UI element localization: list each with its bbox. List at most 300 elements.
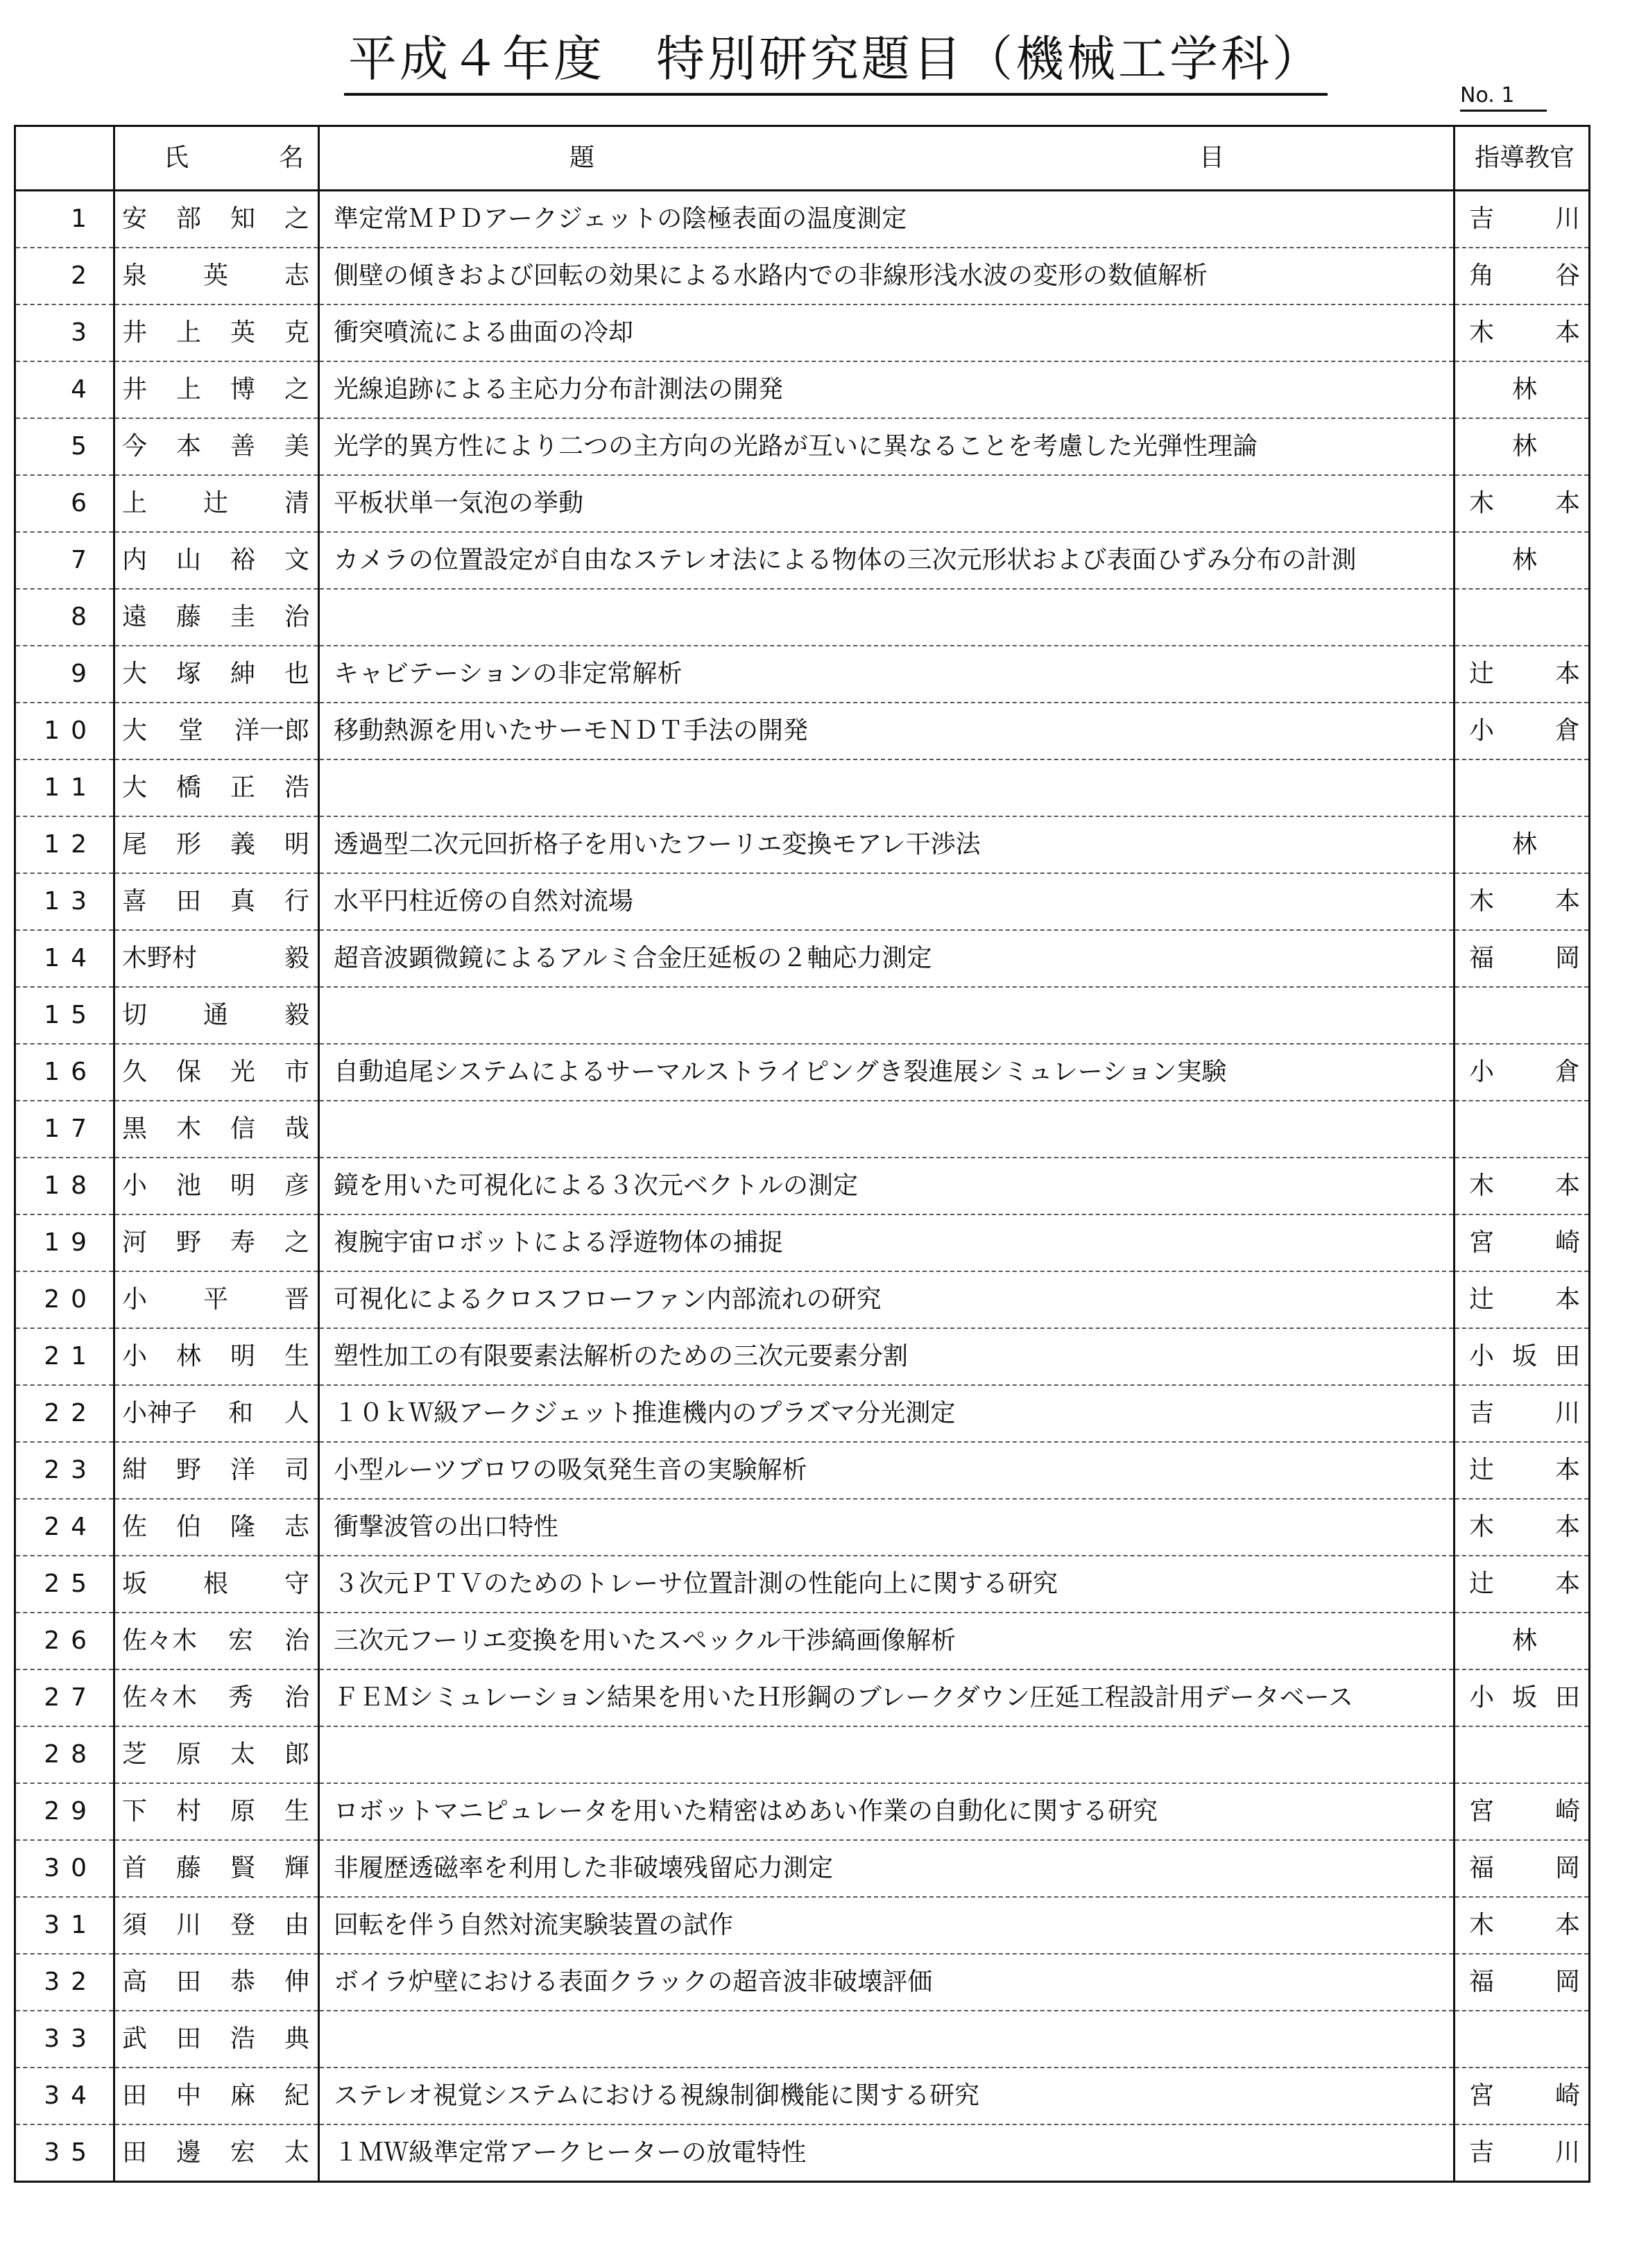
student-name-part: 英 xyxy=(203,261,228,290)
table-row xyxy=(15,1613,1590,1669)
table-row xyxy=(15,248,1590,304)
table-row xyxy=(15,646,1590,703)
student-name-part: 通 xyxy=(203,1001,228,1029)
advisor-name-part: 川 xyxy=(1554,2138,1580,2167)
student-name-part: 行 xyxy=(284,887,309,916)
student-name-part: 正 xyxy=(230,773,255,802)
student-name xyxy=(114,1044,319,1101)
student-name xyxy=(114,1613,319,1669)
table-row xyxy=(15,191,1590,248)
student-name-part: 輝 xyxy=(284,1854,309,1882)
student-name xyxy=(114,1158,319,1214)
row-number: 27 xyxy=(15,1669,114,1726)
student-name-part: 裕 xyxy=(230,546,255,574)
row-number: 31 xyxy=(15,1897,114,1954)
table-body xyxy=(15,191,1590,2182)
table-row xyxy=(15,1783,1590,1840)
student-name-part: 佐々木 xyxy=(122,1626,198,1655)
advisor-name xyxy=(1455,1954,1590,2011)
student-name xyxy=(114,1897,319,1954)
row-number: 20 xyxy=(15,1271,114,1328)
student-name-part: 武 xyxy=(122,2025,148,2053)
research-title xyxy=(319,759,1455,816)
student-name-part: 秀 xyxy=(228,1683,253,1712)
student-name-part: 平 xyxy=(203,1285,228,1314)
student-name xyxy=(114,589,319,646)
research-title: 可視化によるクロスフローファン内部流れの研究 xyxy=(319,1271,1455,1328)
advisor-name-part: 木 xyxy=(1469,1513,1495,1541)
student-name-part: 田 xyxy=(122,2081,148,2110)
student-name-part: 上 xyxy=(122,489,148,517)
advisor-name-part: 辻 xyxy=(1469,1285,1495,1314)
student-name-part: 首 xyxy=(122,1854,148,1882)
student-name xyxy=(114,1442,319,1499)
student-name-part: 紳 xyxy=(230,660,255,688)
student-name-part: 野 xyxy=(175,1456,201,1484)
advisor-name-part: 辻 xyxy=(1469,1570,1495,1598)
table-row xyxy=(15,1271,1590,1328)
advisor-name-part: 小 xyxy=(1469,716,1495,745)
header-advisor: 指導教官 xyxy=(1455,126,1590,191)
student-name-part: 佐 xyxy=(122,1513,148,1541)
table-row xyxy=(15,2068,1590,2124)
student-name-part: 下 xyxy=(122,1797,148,1825)
research-title: 鏡を用いた可視化による３次元ベクトルの測定 xyxy=(319,1158,1455,1214)
advisor-name-part: 倉 xyxy=(1554,716,1580,745)
research-title: 光線追跡による主応力分布計測法の開発 xyxy=(319,361,1455,418)
student-name-part: 賢 xyxy=(230,1854,255,1882)
student-name-part: 橋 xyxy=(175,773,201,802)
advisor-name-part: 福 xyxy=(1469,944,1495,972)
student-name xyxy=(114,1954,319,2011)
student-name-part: 堂 xyxy=(178,716,203,745)
research-title: カメラの位置設定が自由なステレオ法による物体の三次元形状および表面ひずみ分布の計測 xyxy=(319,532,1455,589)
research-title: ロボットマニピュレータを用いた精密はめあい作業の自動化に関する研究 xyxy=(319,1783,1455,1840)
advisor-name-part: 吉 xyxy=(1469,205,1495,233)
row-number: 13 xyxy=(15,873,114,930)
student-name-part: 久 xyxy=(122,1058,148,1086)
advisor-name-part: 本 xyxy=(1554,1456,1580,1484)
research-title xyxy=(319,1726,1455,1783)
table-row xyxy=(15,1669,1590,1726)
advisor-name-part: 木 xyxy=(1469,1911,1495,1939)
table-row xyxy=(15,2124,1590,2182)
research-title: 衝突噴流による曲面の冷却 xyxy=(319,304,1455,361)
student-name-part: 郎 xyxy=(284,1740,309,1769)
student-name-part: 知 xyxy=(230,205,255,233)
advisor-name-part: 吉 xyxy=(1469,2138,1495,2167)
student-name-part: 伸 xyxy=(284,1968,309,1996)
table-row xyxy=(15,1897,1590,1954)
advisor-name xyxy=(1455,873,1590,930)
advisor-name xyxy=(1455,1840,1590,1897)
student-name-part: 内 xyxy=(122,546,148,574)
advisor-name xyxy=(1455,589,1590,646)
advisor-name xyxy=(1455,418,1590,475)
student-name-part: 部 xyxy=(175,205,201,233)
research-title: 水平円柱近傍の自然対流場 xyxy=(319,873,1455,930)
student-name-part: 浩 xyxy=(230,2025,255,2053)
research-title xyxy=(319,1101,1455,1158)
advisor-name xyxy=(1455,2068,1590,2124)
student-name-part: 光 xyxy=(230,1058,255,1086)
table-row xyxy=(15,1158,1590,1214)
student-name-part: 上 xyxy=(175,318,201,347)
student-name-part: 浩 xyxy=(284,773,309,802)
advisor-name-part: 木 xyxy=(1469,887,1495,916)
student-name xyxy=(114,2068,319,2124)
advisor-name-part: 辻 xyxy=(1469,660,1495,688)
student-name-part: 野 xyxy=(175,1228,201,1257)
student-name-part: 泉 xyxy=(122,261,148,290)
advisor-name xyxy=(1455,248,1590,304)
table-row xyxy=(15,1328,1590,1385)
table-row xyxy=(15,1385,1590,1442)
student-name-part: 切 xyxy=(122,1001,148,1029)
student-name-part: 田 xyxy=(175,1968,201,1996)
student-name-part: 田 xyxy=(122,2138,148,2167)
student-name-part: 小神子 xyxy=(122,1399,198,1427)
student-name-part: 恭 xyxy=(230,1968,255,1996)
research-title: 回転を伴う自然対流実験装置の試作 xyxy=(319,1897,1455,1954)
table-row xyxy=(15,873,1590,930)
advisor-name-part: 吉 xyxy=(1469,1399,1495,1427)
student-name-part: 根 xyxy=(203,1570,228,1598)
row-number: 2 xyxy=(15,248,114,304)
advisor-name xyxy=(1455,1499,1590,1556)
advisor-name xyxy=(1455,987,1590,1044)
research-title: 平板状単一気泡の挙動 xyxy=(319,475,1455,532)
header-title-char: 目 xyxy=(1199,144,1224,172)
student-name-part: 上 xyxy=(175,375,201,404)
row-number: 34 xyxy=(15,2068,114,2124)
student-name-part: 寿 xyxy=(230,1228,255,1257)
table-row xyxy=(15,2011,1590,2068)
student-name xyxy=(114,1214,319,1271)
advisor-name-part: 本 xyxy=(1554,660,1580,688)
student-name-part: 中 xyxy=(175,2081,201,2110)
advisor-name-part: 角 xyxy=(1469,261,1495,290)
table-row xyxy=(15,1840,1590,1897)
advisor-name-part: 田 xyxy=(1554,1683,1580,1712)
student-name-part: 佐々木 xyxy=(122,1683,198,1712)
student-name-part: 哉 xyxy=(284,1115,309,1143)
student-name-part: 大 xyxy=(122,660,148,688)
row-number: 32 xyxy=(15,1954,114,2011)
student-name-part: 遠 xyxy=(122,603,148,631)
student-name-part: 芝 xyxy=(122,1740,148,1769)
table-row xyxy=(15,1499,1590,1556)
student-name-part: 文 xyxy=(284,546,309,574)
table-row xyxy=(15,418,1590,475)
student-name xyxy=(114,1101,319,1158)
student-name-part: 林 xyxy=(175,1342,201,1371)
student-name-part: 由 xyxy=(284,1911,309,1939)
advisor-name xyxy=(1455,2011,1590,2068)
advisor-name xyxy=(1455,361,1590,418)
student-name-part: 生 xyxy=(284,1797,309,1825)
table-row xyxy=(15,987,1590,1044)
advisor-name-part: 本 xyxy=(1554,318,1580,347)
student-name-part: 之 xyxy=(284,205,309,233)
advisor-name-part: 林 xyxy=(1511,830,1537,859)
student-name xyxy=(114,873,319,930)
student-name-part: 井 xyxy=(122,375,148,404)
student-name xyxy=(114,361,319,418)
research-title: 非履歴透磁率を利用した非破壊残留応力測定 xyxy=(319,1840,1455,1897)
table-row xyxy=(15,589,1590,646)
table-row xyxy=(15,816,1590,873)
student-name-part: 保 xyxy=(175,1058,201,1086)
row-number: 25 xyxy=(15,1556,114,1613)
student-name-part: 宏 xyxy=(228,1626,253,1655)
student-name xyxy=(114,703,319,759)
advisor-name-part: 倉 xyxy=(1554,1058,1580,1086)
advisor-name-part: 崎 xyxy=(1554,2081,1580,2110)
student-name-part: 毅 xyxy=(284,1001,309,1029)
table-row xyxy=(15,703,1590,759)
research-title xyxy=(319,987,1455,1044)
advisor-name-part: 本 xyxy=(1554,887,1580,916)
advisor-name xyxy=(1455,1613,1590,1669)
student-name-part: 木野村 xyxy=(122,944,198,972)
header-name-char: 氏 xyxy=(164,144,189,172)
advisor-name-part: 小 xyxy=(1469,1058,1495,1086)
research-title: 光学的異方性により二つの主方向の光路が互いに異なることを考慮した光弾性理論 xyxy=(319,418,1455,475)
student-name xyxy=(114,304,319,361)
advisor-name xyxy=(1455,759,1590,816)
student-name xyxy=(114,646,319,703)
row-number: 15 xyxy=(15,987,114,1044)
student-name-part: 川 xyxy=(175,1911,201,1939)
student-name-part: 真 xyxy=(230,887,255,916)
student-name-part: 辻 xyxy=(203,489,228,517)
advisor-name-part: 崎 xyxy=(1554,1797,1580,1825)
table-row xyxy=(15,1556,1590,1613)
row-number: 5 xyxy=(15,418,114,475)
student-name-part: 太 xyxy=(284,2138,309,2167)
advisor-name-part: 福 xyxy=(1469,1968,1495,1996)
student-name-part: 市 xyxy=(284,1058,309,1086)
student-name-part: 小 xyxy=(122,1285,148,1314)
advisor-name-part: 本 xyxy=(1554,1570,1580,1598)
student-name-part: 池 xyxy=(175,1171,201,1200)
header-name xyxy=(114,126,319,191)
student-name xyxy=(114,1669,319,1726)
research-title xyxy=(319,589,1455,646)
table-row xyxy=(15,759,1590,816)
student-name-part: 晋 xyxy=(284,1285,309,1314)
row-number: 14 xyxy=(15,930,114,987)
student-name-part: 大 xyxy=(122,773,148,802)
research-title: 塑性加工の有限要素法解析のための三次元要素分割 xyxy=(319,1328,1455,1385)
advisor-name-part: 田 xyxy=(1554,1342,1580,1371)
student-name-part: 志 xyxy=(284,1513,309,1541)
student-name-part: 坂 xyxy=(122,1570,148,1598)
advisor-name xyxy=(1455,1101,1590,1158)
student-name-part: 明 xyxy=(230,1342,255,1371)
student-name-part: 原 xyxy=(230,1797,255,1825)
research-title: 複腕宇宙ロボットによる浮遊物体の捕捉 xyxy=(319,1214,1455,1271)
row-number: 16 xyxy=(15,1044,114,1101)
student-name xyxy=(114,1385,319,1442)
research-title: 三次元フーリエ変換を用いたスペックル干渉縞画像解析 xyxy=(319,1613,1455,1669)
advisor-name-part: 林 xyxy=(1511,375,1537,404)
advisor-name-part: 小 xyxy=(1469,1342,1495,1371)
student-name xyxy=(114,1271,319,1328)
advisor-name-part: 岡 xyxy=(1554,944,1580,972)
row-number: 24 xyxy=(15,1499,114,1556)
student-name-part: 清 xyxy=(284,489,309,517)
advisor-name-part: 宮 xyxy=(1469,1228,1495,1257)
student-name xyxy=(114,191,319,248)
row-number: 30 xyxy=(15,1840,114,1897)
table-row xyxy=(15,1214,1590,1271)
row-number: 19 xyxy=(15,1214,114,1271)
research-title: 衝撃波管の出口特性 xyxy=(319,1499,1455,1556)
advisor-name-part: 福 xyxy=(1469,1854,1495,1882)
row-number: 29 xyxy=(15,1783,114,1840)
advisor-name-part: 坂 xyxy=(1511,1683,1537,1712)
table-row xyxy=(15,475,1590,532)
row-number: 11 xyxy=(15,759,114,816)
research-title: 超音波顕微鏡によるアルミ合金圧延板の２軸応力測定 xyxy=(319,930,1455,987)
advisor-name xyxy=(1455,1214,1590,1271)
advisor-name xyxy=(1455,1385,1590,1442)
row-number: 21 xyxy=(15,1328,114,1385)
research-title: ボイラ炉壁における表面クラックの超音波非破壊評価 xyxy=(319,1954,1455,2011)
row-number: 22 xyxy=(15,1385,114,1442)
student-name-part: 之 xyxy=(284,1228,309,1257)
student-name xyxy=(114,2011,319,2068)
row-number: 9 xyxy=(15,646,114,703)
student-name-part: 治 xyxy=(284,603,309,631)
advisor-name xyxy=(1455,532,1590,589)
row-number: 7 xyxy=(15,532,114,589)
student-name-part: 太 xyxy=(230,1740,255,1769)
student-name-part: 信 xyxy=(230,1115,255,1143)
advisor-name xyxy=(1455,1271,1590,1328)
student-name-part: 今 xyxy=(122,432,148,461)
student-name-part: 彦 xyxy=(284,1171,309,1200)
student-name-part: 小 xyxy=(122,1171,148,1200)
student-name xyxy=(114,2124,319,2182)
advisor-name-part: 小 xyxy=(1469,1683,1495,1712)
student-name-part: 守 xyxy=(284,1570,309,1598)
advisor-name-part: 林 xyxy=(1511,432,1537,461)
student-name-part: 邊 xyxy=(175,2138,201,2167)
student-name xyxy=(114,987,319,1044)
research-title: ３次元ＰＴＶのためのトレーサ位置計測の性能向上に関する研究 xyxy=(319,1556,1455,1613)
header-number xyxy=(15,126,114,191)
student-name-part: 義 xyxy=(230,830,255,859)
advisor-name xyxy=(1455,191,1590,248)
student-name-part: 博 xyxy=(230,375,255,404)
table-row xyxy=(15,1442,1590,1499)
student-name-part: 原 xyxy=(175,1740,201,1769)
advisor-name xyxy=(1455,475,1590,532)
student-name-part: 本 xyxy=(175,432,201,461)
student-name-part: 善 xyxy=(230,432,255,461)
research-title: 側壁の傾きおよび回転の効果による水路内での非線形浅水波の変形の数値解析 xyxy=(319,248,1455,304)
student-name-part: 之 xyxy=(284,375,309,404)
advisor-name xyxy=(1455,1158,1590,1214)
student-name-part: 紺 xyxy=(122,1456,148,1484)
student-name xyxy=(114,1726,319,1783)
advisor-name-part: 宮 xyxy=(1469,1797,1495,1825)
page-number: No. 1 xyxy=(1460,82,1547,112)
advisor-name-part: 本 xyxy=(1554,489,1580,517)
table-row xyxy=(15,1726,1590,1783)
student-name-part: 安 xyxy=(122,205,148,233)
advisor-name xyxy=(1455,816,1590,873)
header-title xyxy=(319,126,1455,191)
document-title: 平成４年度 特別研究題目（機械工学科） xyxy=(0,28,1630,96)
advisor-name-part: 本 xyxy=(1554,1513,1580,1541)
table-row xyxy=(15,1044,1590,1101)
advisor-name-part: 木 xyxy=(1469,489,1495,517)
student-name-part: 麻 xyxy=(230,2081,255,2110)
research-title: 小型ルーツブロワの吸気発生音の実験解析 xyxy=(319,1442,1455,1499)
student-name xyxy=(114,1840,319,1897)
research-title: 透過型二次元回折格子を用いたフーリエ変換モアレ干渉法 xyxy=(319,816,1455,873)
advisor-name xyxy=(1455,1556,1590,1613)
advisor-name xyxy=(1455,1669,1590,1726)
research-title: １ＭＷ級準定常アークヒーターの放電特性 xyxy=(319,2124,1455,2182)
advisor-name-part: 崎 xyxy=(1554,1228,1580,1257)
student-name-part: 登 xyxy=(230,1911,255,1939)
student-name-part: 藤 xyxy=(175,603,201,631)
student-name xyxy=(114,1499,319,1556)
advisor-name-part: 本 xyxy=(1554,1171,1580,1200)
research-title: キャビテーションの非定常解析 xyxy=(319,646,1455,703)
row-number: 10 xyxy=(15,703,114,759)
advisor-name xyxy=(1455,1328,1590,1385)
row-number: 12 xyxy=(15,816,114,873)
research-title: 自動追尾システムによるサーマルストライピングき裂進展シミュレーション実験 xyxy=(319,1044,1455,1101)
table-row xyxy=(15,1954,1590,2011)
row-number: 8 xyxy=(15,589,114,646)
student-name-part: 木 xyxy=(175,1115,201,1143)
student-name xyxy=(114,1328,319,1385)
student-name-part: 典 xyxy=(284,2025,309,2053)
student-name-part: 志 xyxy=(284,261,309,290)
research-title: １０ｋＷ級アークジェット推進機内のプラズマ分光測定 xyxy=(319,1385,1455,1442)
student-name-part: 明 xyxy=(284,830,309,859)
student-name xyxy=(114,1783,319,1840)
student-name-part: 村 xyxy=(175,1797,201,1825)
student-name-part: 山 xyxy=(175,546,201,574)
student-name-part: 高 xyxy=(122,1968,148,1996)
advisor-name-part: 宮 xyxy=(1469,2081,1495,2110)
student-name-part: 人 xyxy=(284,1399,309,1427)
advisor-name xyxy=(1455,304,1590,361)
advisor-name-part: 谷 xyxy=(1554,261,1580,290)
advisor-name xyxy=(1455,1726,1590,1783)
student-name-part: 明 xyxy=(230,1171,255,1200)
advisor-name xyxy=(1455,930,1590,987)
student-name xyxy=(114,930,319,987)
student-name-part: 英 xyxy=(230,318,255,347)
student-name xyxy=(114,248,319,304)
student-name-part: 美 xyxy=(284,432,309,461)
row-number: 4 xyxy=(15,361,114,418)
student-name-part: 黒 xyxy=(122,1115,148,1143)
row-number: 18 xyxy=(15,1158,114,1214)
advisor-name xyxy=(1455,1783,1590,1840)
advisor-name xyxy=(1455,703,1590,759)
student-name xyxy=(114,418,319,475)
